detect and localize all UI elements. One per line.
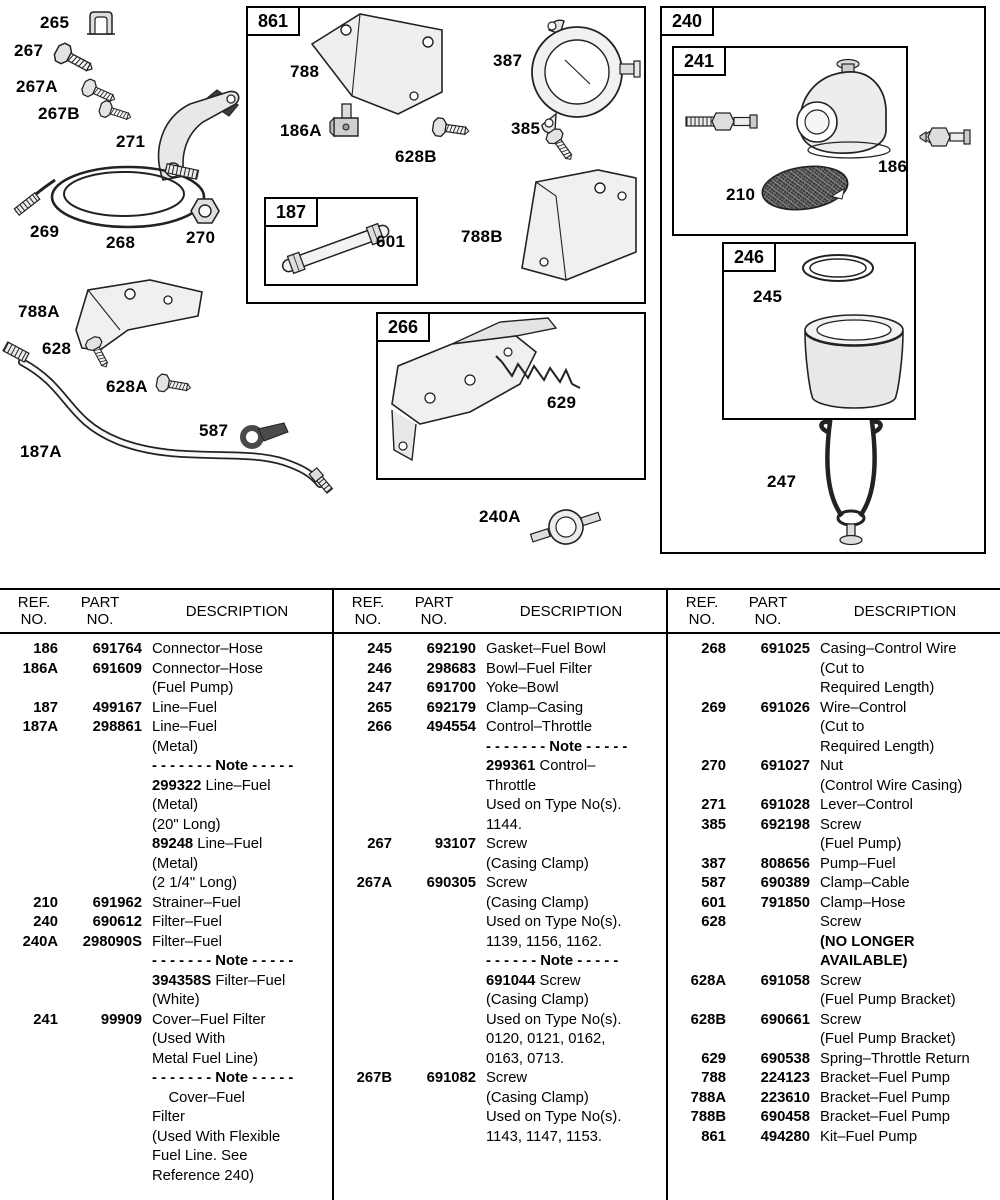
table-row: 268 691025 Casing–Control Wire: [701, 641, 957, 657]
part-label-628B: 628B: [395, 147, 437, 166]
header-ref-line2: NO.: [688, 611, 716, 628]
table-row: 587 690389 Clamp–Cable: [701, 875, 910, 891]
table-row: 187A 298861 Line–Fuel: [22, 719, 217, 735]
part-label-186: 186: [878, 157, 908, 176]
table-rows-3: [668, 634, 1000, 1147]
table-row: 266 494554 Control–Throttle: [367, 719, 593, 735]
table-row: Used on Type No(s).: [486, 914, 622, 930]
control-wire-268-269-icon: [14, 164, 204, 227]
clamp-265-icon: [87, 12, 115, 34]
hose-187-601-icon: [280, 221, 391, 276]
group-box-tag-241: 241: [672, 46, 726, 76]
group-box-tag-861: 861: [246, 6, 300, 36]
table-row: Used on Type No(s).: [486, 1011, 622, 1028]
header-part-no: [392, 594, 476, 628]
table-row: 187 499167 Line–Fuel: [33, 699, 217, 716]
strainer-210-icon: [759, 161, 850, 215]
nut-270-icon: [191, 199, 219, 223]
header-description: DESCRIPTION: [185, 602, 289, 620]
table-row: (Control Wire Casing): [820, 777, 963, 794]
screw-628A-icon: [155, 373, 191, 396]
table-row: Required Length): [820, 738, 935, 755]
connector-186A-icon: [330, 104, 358, 136]
throttle-control-266-icon: [392, 318, 556, 460]
table-row: 246 298683 Bowl–Fuel Filter: [367, 660, 593, 677]
table-row: 247 691700 Yoke–Bowl: [367, 680, 559, 696]
table-row: 788A 223610 Bracket–Fuel Pump: [690, 1089, 950, 1106]
part-label-186A: 186A: [280, 121, 322, 140]
part-label-247: 247: [767, 472, 797, 491]
table-row: 0120, 0121, 0162,: [486, 1031, 606, 1047]
group-box-tag-266: 266: [376, 312, 430, 342]
table-row: Fuel Line. See: [152, 1148, 248, 1164]
table-row: (Fuel Pump): [152, 680, 234, 696]
table-row: Required Length): [820, 680, 935, 696]
bracket-788-icon: [312, 14, 442, 114]
table-row: 1144.: [486, 816, 522, 833]
header-description: DESCRIPTION: [853, 602, 957, 620]
table-col-1: [0, 590, 334, 1200]
table-rows-2: [334, 634, 666, 1147]
bowl-246-icon: [805, 315, 903, 408]
table-row: 394358S Filter–Fuel: [152, 972, 286, 989]
table-row: 629 690538 Spring–Throttle Return: [701, 1050, 970, 1067]
header-part-line1: PART: [80, 594, 120, 611]
filter-240A-icon: [527, 500, 605, 554]
header-description: DESCRIPTION: [519, 602, 623, 620]
screw-385-icon: [544, 127, 577, 165]
table-row: (Used With: [152, 1031, 226, 1047]
header-ref-line2: NO.: [20, 611, 48, 628]
part-label-265: 265: [40, 13, 70, 32]
part-label-788: 788: [290, 62, 320, 81]
part-label-271: 271: [116, 132, 146, 151]
part-label-187A: 187A: [20, 442, 62, 461]
header-part-line2: NO.: [754, 611, 782, 628]
table-row: (Casing Clamp): [486, 894, 589, 911]
part-label-267B: 267B: [38, 104, 80, 123]
part-label-267: 267: [14, 41, 44, 60]
table-row: 210 691962 Strainer–Fuel: [33, 894, 241, 911]
table-row: Cover–Fuel: [152, 1089, 245, 1106]
header-part-line2: NO.: [86, 611, 114, 628]
table-row: (Cut to: [820, 719, 865, 735]
table-row: (2 1/4" Long): [152, 875, 238, 891]
table-row: 628 Screw: [701, 914, 862, 930]
table-row: 241 99909 Cover–Fuel Filter: [33, 1011, 266, 1028]
header-ref-no: [344, 594, 392, 628]
table-row: 269 691026 Wire–Control: [701, 699, 907, 716]
table-row: - - - - - - - Note - - - - -: [152, 758, 294, 774]
table-row: AVAILABLE): [820, 953, 908, 969]
table-row: 186A 691609 Connector–Hose: [22, 660, 264, 677]
table-header-2: [334, 590, 666, 634]
pump-387-icon: [532, 20, 640, 133]
table-row: (Metal): [152, 855, 199, 872]
header-ref-line1: REF.: [351, 594, 385, 611]
table-row: - - - - - - - Note - - - - -: [152, 953, 294, 969]
part-label-629: 629: [547, 393, 577, 412]
table-row: 788 224123 Bracket–Fuel Pump: [701, 1070, 950, 1086]
part-label-788B: 788B: [461, 227, 503, 246]
table-row: 385 692198 Screw: [701, 816, 862, 833]
table-row: (20" Long): [152, 816, 221, 833]
table-row: 601 791850 Clamp–Hose: [701, 894, 906, 911]
part-label-587: 587: [199, 421, 229, 440]
header-part-line1: PART: [414, 594, 454, 611]
table-col-2: [334, 590, 668, 1200]
clamp-587-icon: [243, 423, 288, 446]
table-row: 271 691028 Lever–Control: [701, 797, 913, 813]
header-ref-no: [10, 594, 58, 628]
parts-table: [0, 588, 1000, 1200]
header-part-no: [58, 594, 142, 628]
table-row: (NO LONGER: [820, 933, 915, 950]
part-label-269: 269: [30, 222, 60, 241]
screw-267-icon: [52, 41, 97, 77]
header-ref-line2: NO.: [354, 611, 382, 628]
table-row: 240A 298090S Filter–Fuel: [22, 933, 222, 950]
table-row: - - - - - - Note - - - - -: [486, 953, 619, 969]
group-box-tag-187: 187: [264, 197, 318, 227]
table-row: 691044 Screw: [486, 972, 581, 989]
cover-241-icon: [797, 60, 890, 159]
table-row: 245 692190 Gasket–Fuel Bowl: [367, 641, 607, 657]
table-row: (Casing Clamp): [486, 992, 589, 1008]
part-label-210: 210: [726, 185, 756, 204]
table-row: Used on Type No(s).: [486, 797, 622, 813]
table-row: 628A 691058 Screw: [690, 972, 862, 989]
bracket-788B-icon: [522, 170, 636, 280]
table-row: 267 93107 Screw: [367, 836, 528, 852]
table-row: 0163, 0713.: [486, 1050, 565, 1067]
group-box-tag-240: 240: [660, 6, 714, 36]
part-label-601: 601: [376, 232, 406, 251]
yoke-247-icon: [821, 422, 880, 545]
table-row: (Metal): [152, 738, 199, 755]
fuel-line-187A-icon: [3, 342, 333, 494]
table-row: Metal Fuel Line): [152, 1050, 259, 1067]
screw-267A-icon: [80, 78, 118, 107]
table-row: 186 691764 Connector–Hose: [33, 641, 264, 657]
diagram: [0, 0, 1000, 588]
group-box-tag-246: 246: [722, 242, 776, 272]
table-row: (Fuel Pump): [820, 836, 902, 852]
table-row: Used on Type No(s).: [486, 1109, 622, 1125]
table-row: 265 692179 Clamp–Casing: [367, 699, 584, 716]
table-row: Filter: [152, 1109, 185, 1125]
table-row: - - - - - - - Note - - - - -: [152, 1070, 294, 1086]
diagram-art: [0, 0, 1000, 588]
screw-628B-icon: [432, 117, 470, 140]
table-row: (Fuel Pump Bracket): [820, 992, 956, 1008]
table-header-1: [0, 590, 332, 634]
table-row: (White): [152, 992, 200, 1008]
table-row: (Casing Clamp): [486, 855, 589, 872]
table-row: 788B 690458 Bracket–Fuel Pump: [690, 1109, 950, 1125]
table-row: 299361 Control–: [486, 758, 596, 774]
table-rows-1: [0, 634, 332, 1186]
table-row: 1143, 1147, 1153.: [486, 1128, 603, 1145]
screw-267B-icon: [98, 100, 133, 125]
part-label-628: 628: [42, 339, 72, 358]
table-row: 267B 691082 Screw: [356, 1070, 528, 1086]
table-row: 861 494280 Kit–Fuel Pump: [701, 1128, 918, 1145]
table-row: (Casing Clamp): [486, 1089, 589, 1106]
header-ref-line1: REF.: [685, 594, 719, 611]
table-row: 270 691027 Nut: [701, 758, 844, 774]
connector-186-icon: [920, 128, 970, 146]
part-label-268: 268: [106, 233, 136, 252]
table-row: (Used With Flexible: [152, 1128, 281, 1145]
part-label-628A: 628A: [106, 377, 148, 396]
header-part-line2: NO.: [420, 611, 448, 628]
header-ref-no: [678, 594, 726, 628]
header-part-line1: PART: [748, 594, 788, 611]
gasket-245-icon: [803, 255, 873, 281]
table-row: (Fuel Pump Bracket): [820, 1031, 956, 1047]
table-row: (Metal): [152, 797, 199, 813]
table-row: Throttle: [486, 777, 537, 794]
table-row: 240 690612 Filter–Fuel: [33, 914, 222, 930]
part-label-267A: 267A: [16, 77, 58, 96]
header-ref-line1: REF.: [17, 594, 51, 611]
table-row: Reference 240): [152, 1167, 254, 1184]
part-label-385: 385: [511, 119, 541, 138]
table-col-3: [668, 590, 1000, 1200]
part-label-270: 270: [186, 228, 216, 247]
table-row: 1139, 1156, 1162.: [486, 933, 603, 950]
part-label-387: 387: [493, 51, 523, 70]
table-row: 267A 690305 Screw: [356, 875, 528, 891]
fitting-241-icon: [686, 113, 757, 130]
part-label-240A: 240A: [479, 507, 521, 526]
table-row: 387 808656 Pump–Fuel: [701, 855, 896, 872]
table-row: 628B 690661 Screw: [690, 1011, 862, 1028]
header-part-no: [726, 594, 810, 628]
part-label-245: 245: [753, 287, 783, 306]
table-row: (Cut to: [820, 660, 865, 677]
table-row: 299322 Line–Fuel: [152, 777, 271, 794]
table-row: - - - - - - - Note - - - - -: [486, 738, 628, 755]
table-header-3: [668, 590, 1000, 634]
table-row: 89248 Line–Fuel: [152, 836, 263, 852]
part-label-788A: 788A: [18, 302, 60, 321]
